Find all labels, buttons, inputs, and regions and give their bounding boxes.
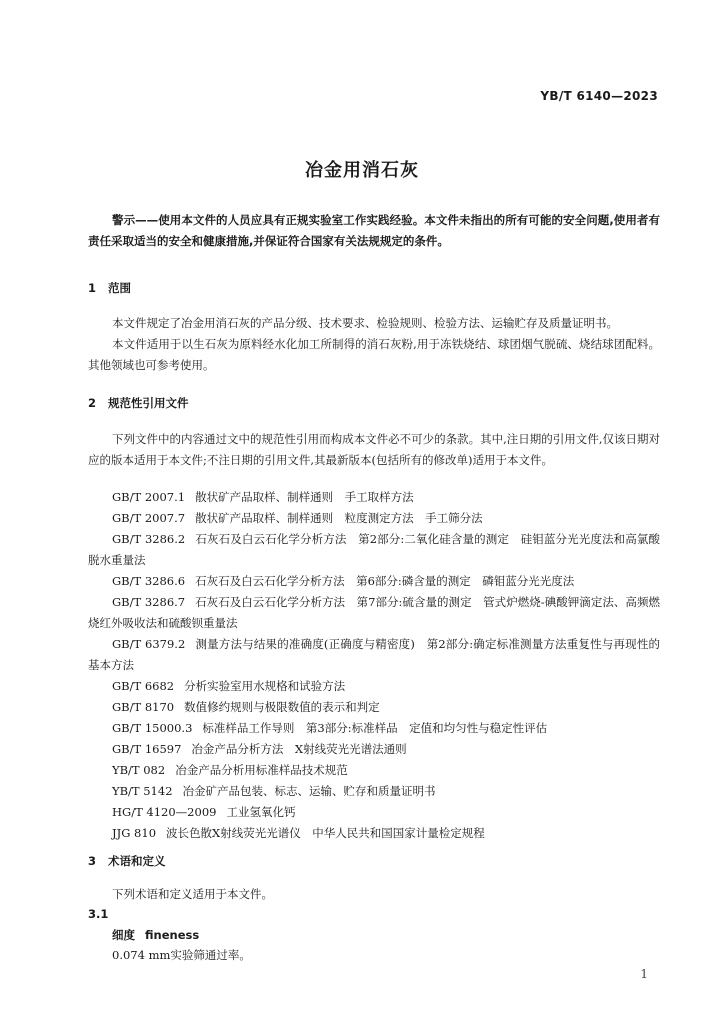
reference-item — [88, 508, 660, 529]
reference-title: 冶金产品分析方法 X射线荧光光谱法通则 — [191, 742, 407, 756]
section-2-heading — [88, 395, 189, 411]
reference-code: JJG 810 — [112, 826, 157, 840]
reference-item — [88, 529, 660, 571]
section-3-heading — [88, 853, 166, 869]
term-number: 3.1 — [88, 907, 109, 921]
page-number: 1 — [640, 967, 648, 981]
reference-item — [88, 634, 660, 676]
reference-code: GB/T 8170 — [112, 700, 175, 714]
section-1-heading — [88, 280, 131, 296]
section-title: 术语和定义 — [108, 854, 166, 868]
reference-item — [88, 823, 660, 844]
section-1-paragraph: 本文件适用于以生石灰为原料经水化加工所制得的消石灰粉,用于冻铁烧结、球团烟气脱硫、烧结球团配料。其他领域也可参考使用。 — [88, 337, 660, 372]
reference-item — [88, 718, 660, 739]
reference-item — [88, 802, 660, 823]
reference-title: 石灰石及白云石化学分析方法 第7部分:硫含量的测定 管式炉燃烧-碘酸钾滴定法、高频燃烧红外吸收法和硫酸钡重量法 — [88, 595, 660, 630]
standard-code: YB/T 6140—2023 — [540, 89, 658, 103]
reference-item — [88, 592, 660, 634]
term-name — [112, 927, 199, 943]
reference-item — [88, 571, 660, 592]
reference-code: GB/T 3286.7 — [112, 595, 186, 609]
reference-title: 散状矿产品取样、制样通则 粒度测定方法 手工筛分法 — [195, 511, 483, 525]
reference-item — [88, 739, 660, 760]
reference-title: 冶金产品分析用标准样品技术规范 — [175, 763, 348, 777]
reference-code: YB/T 5142 — [112, 784, 173, 798]
reference-code: YB/T 082 — [112, 763, 166, 777]
reference-code: GB/T 6379.2 — [112, 637, 186, 651]
section-number: 2 — [88, 396, 97, 410]
reference-item — [88, 697, 660, 718]
reference-item — [88, 487, 660, 508]
term-name-cn: 细度 — [112, 928, 135, 942]
reference-code: GB/T 15000.3 — [112, 721, 193, 735]
reference-code: GB/T 6682 — [112, 679, 175, 693]
reference-title: 标准样品工作导则 第3部分:标准样品 定值和均匀性与稳定性评估 — [202, 721, 548, 735]
reference-list — [88, 487, 660, 844]
reference-code: GB/T 2007.1 — [112, 490, 186, 504]
section-number: 1 — [88, 281, 97, 295]
term-definition: 0.074 mm实验筛通过率。 — [112, 948, 251, 962]
reference-item — [88, 781, 660, 802]
reference-item — [88, 760, 660, 781]
section-2-intro: 下列文件中的内容通过文中的规范性引用而构成本文件必不可少的条款。其中,注日期的引用文件,仅该日期对应的版本适用于本文件;不注日期的引用文件,其最新版本(包括所有的修改单)适用于本文件。 — [88, 432, 660, 467]
section-title: 规范性引用文件 — [108, 396, 189, 410]
reference-code: GB/T 3286.6 — [112, 574, 186, 588]
reference-title: 测量方法与结果的准确度(正确度与精密度) 第2部分:确定标准测量方法重复性与再现性的基本方法 — [88, 637, 660, 672]
reference-title: 石灰石及白云石化学分析方法 第6部分:磷含量的测定 磷钼蓝分光光度法 — [195, 574, 575, 588]
section-3-intro: 下列术语和定义适用于本文件。 — [112, 887, 273, 901]
term-name-en: fineness — [145, 928, 200, 942]
reference-code: GB/T 3286.2 — [112, 532, 186, 546]
section-1-paragraph: 本文件规定了冶金用消石灰的产品分级、技术要求、检验规则、检验方法、运输贮存及质量证明书。 — [112, 316, 618, 330]
reference-title: 分析实验室用水规格和试验方法 — [184, 679, 346, 693]
reference-title: 数值修约规则与极限数值的表示和判定 — [184, 700, 380, 714]
document-title: 冶金用消石灰 — [305, 160, 419, 181]
section-title: 范围 — [108, 281, 131, 295]
section-number: 3 — [88, 854, 97, 868]
reference-code: GB/T 2007.7 — [112, 511, 186, 525]
reference-title: 工业氢氧化钙 — [226, 805, 296, 819]
safety-warning: 警示——使用本文件的人员应具有正规实验室工作实践经验。本文件未指出的所有可能的安全问题,使用者有责任采取适当的安全和健康措施,并保证符合国家有关法规规定的条件。 — [88, 213, 660, 248]
reference-code: HG/T 4120—2009 — [112, 805, 217, 819]
reference-title: 冶金矿产品包装、标志、运输、贮存和质量证明书 — [182, 784, 436, 798]
reference-title: 石灰石及白云石化学分析方法 第2部分:二氧化硅含量的测定 硅钼蓝分光光度法和高氯酸脱水重量法 — [88, 532, 660, 567]
reference-item — [88, 676, 660, 697]
reference-code: GB/T 16597 — [112, 742, 182, 756]
reference-title: 波长色散X射线荧光光谱仪 中华人民共和国国家计量检定规程 — [166, 826, 485, 840]
reference-title: 散状矿产品取样、制样通则 手工取样方法 — [195, 490, 414, 504]
